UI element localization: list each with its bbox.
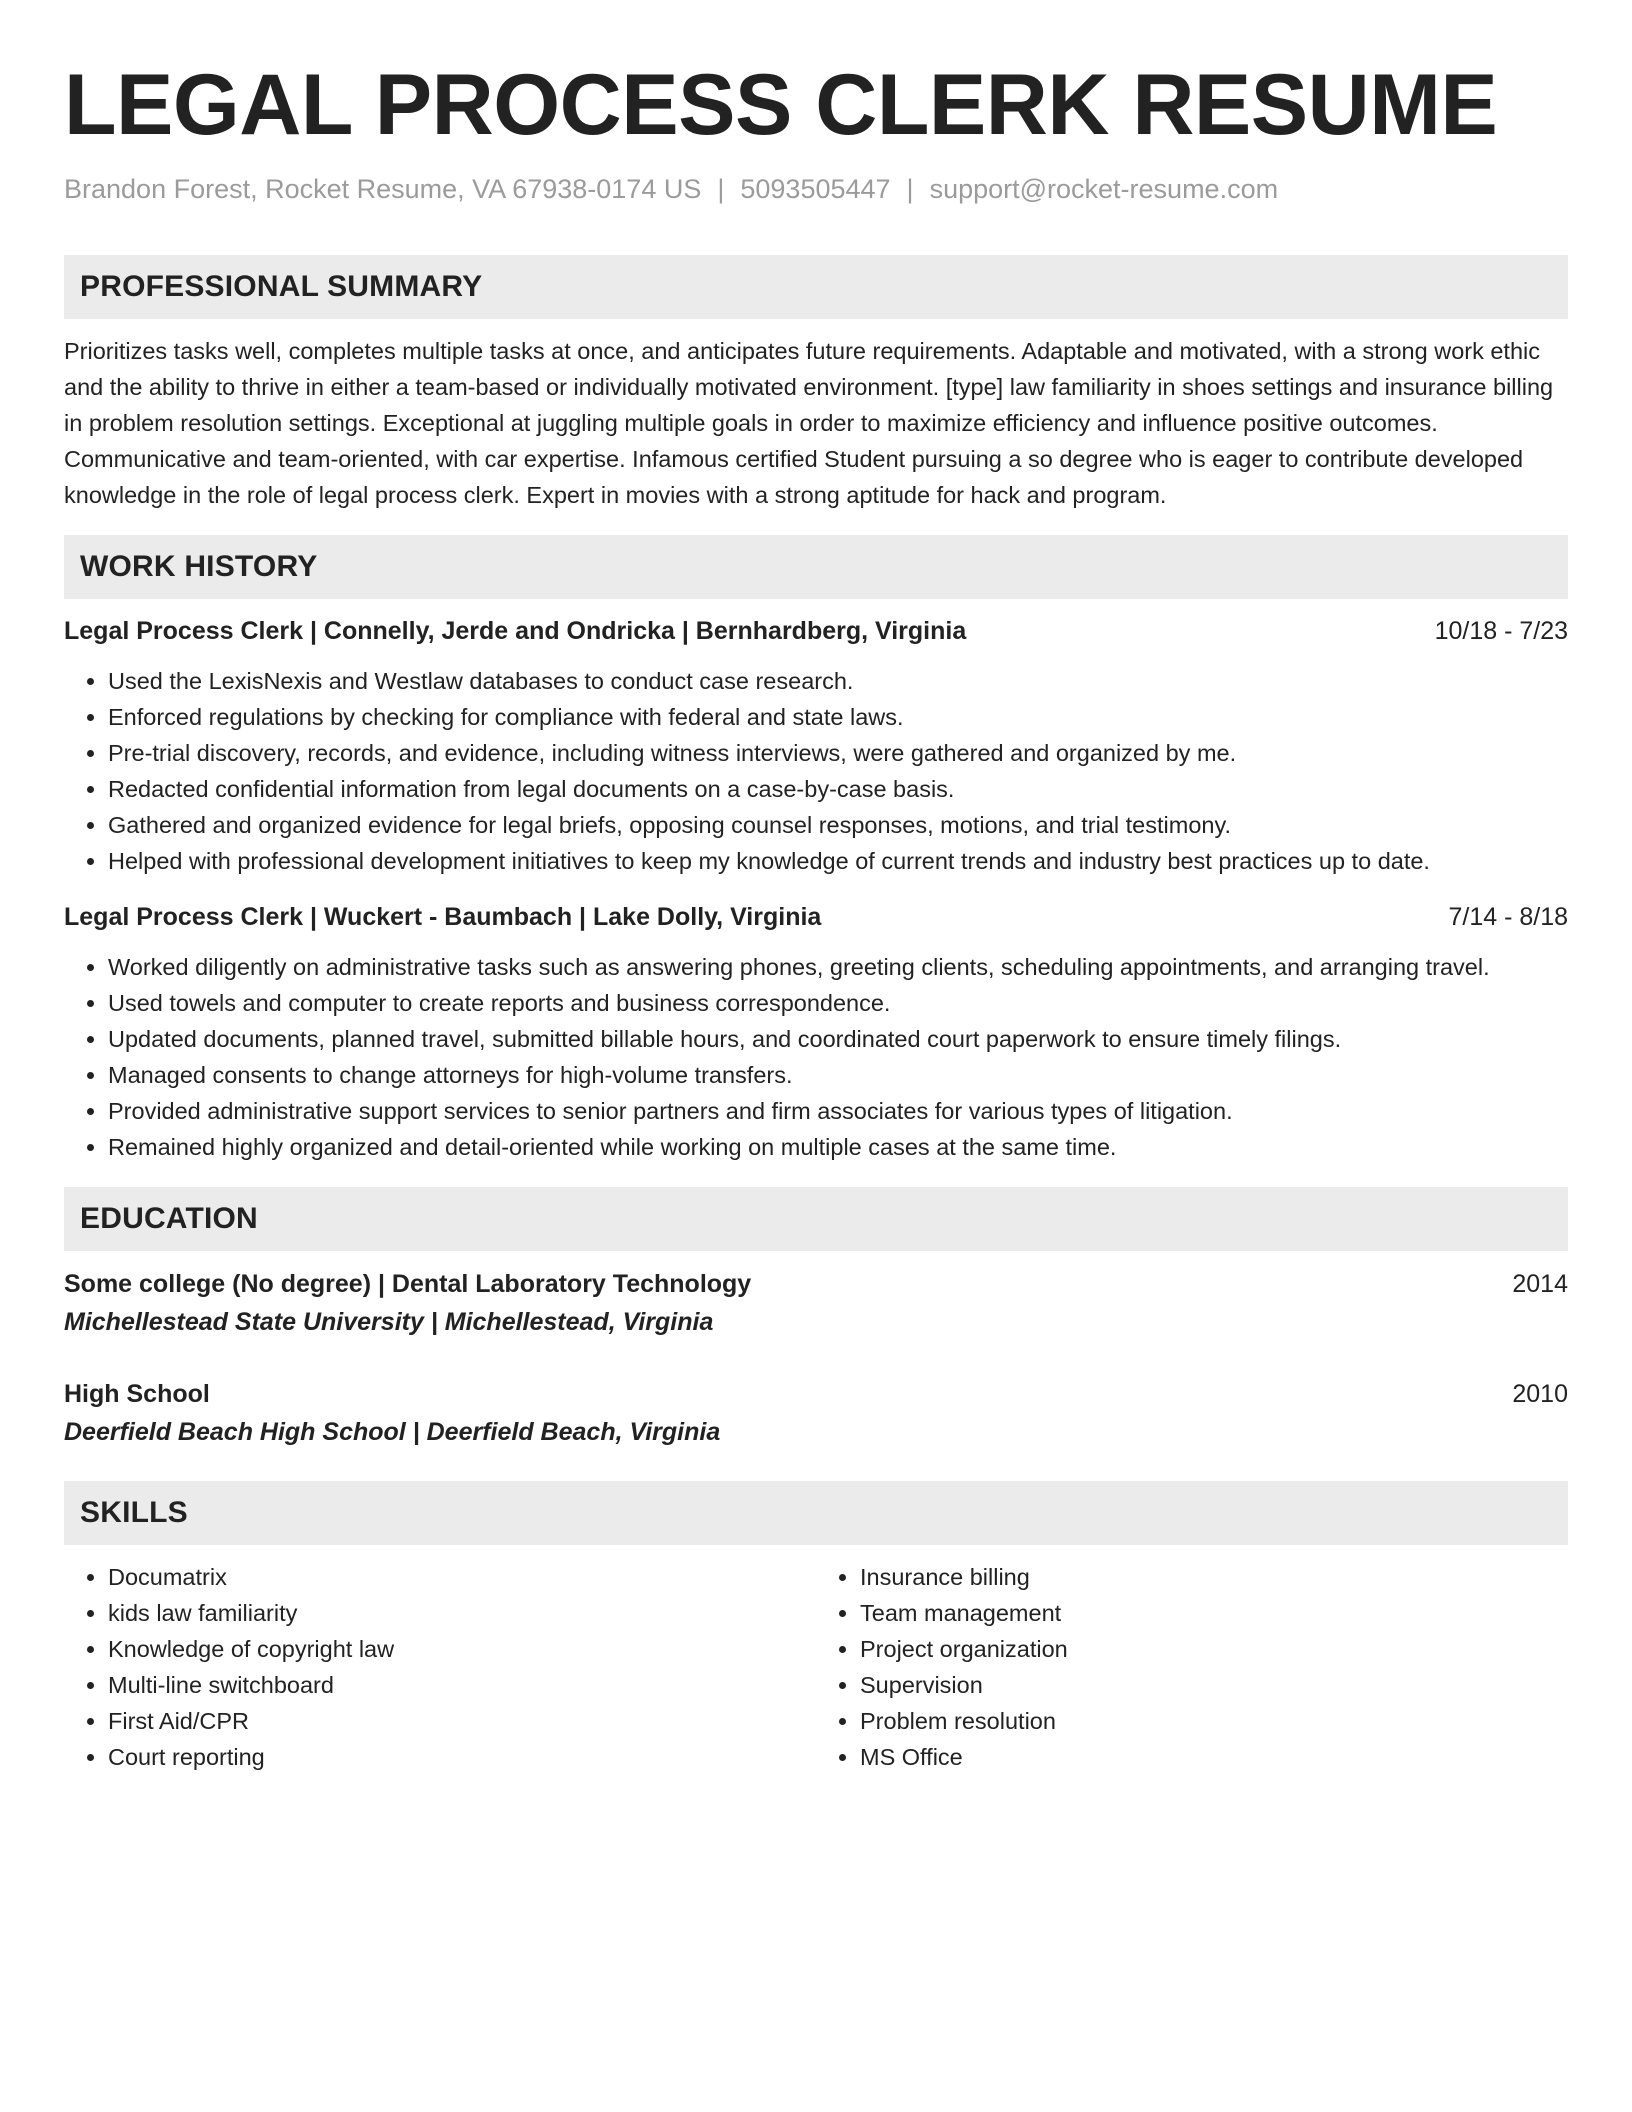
section-heading-education: EDUCATION — [64, 1187, 1568, 1251]
job-header — [64, 613, 1568, 649]
education-entry — [64, 1265, 1568, 1341]
skill-item: • Court reporting — [108, 1739, 816, 1775]
skills-column-left — [64, 1559, 816, 1775]
job-bullets — [64, 663, 1568, 879]
education-degree: Some college (No degree) | Dental Laboratory Technology — [64, 1270, 752, 1298]
education-header — [64, 1375, 1568, 1413]
job-bullet: • Updated documents, planned travel, submitted billable hours, and coordinated court paperwork to ensure timely filings. — [108, 1021, 1568, 1057]
job-bullet: • Provided administrative support services to senior partners and firm associates for various types of litigation. — [108, 1093, 1568, 1129]
job-bullet: • Used towels and computer to create reports and business correspondence. — [108, 985, 1568, 1021]
section-heading-skills: SKILLS — [64, 1481, 1568, 1545]
job-bullet: • Redacted confidential information from legal documents on a case-by-case basis. — [108, 771, 1568, 807]
skills-column-right — [816, 1559, 1568, 1775]
job-bullet: • Helped with professional development initiatives to keep my knowledge of current trends and industry best practices up to date. — [108, 843, 1568, 879]
summary-text: Prioritizes tasks well, completes multiple tasks at once, and anticipates future requirements. Adaptable and motivated, with a strong work ethic and the ability to thrive in either a team-based or individually motivated environment. [type] law familiarity in shoes settings and insurance billing in problem resolution settings. Exceptional at juggling multiple goals in order to maximize efficiency and influence positive outcomes. Communicative and team-oriented, with car expertise. Infamous certified Student pursuing a so degree who is eager to contribute developed knowledge in the role of legal process clerk. Expert in movies with a strong aptitude for hack and program. — [64, 338, 1554, 508]
skill-item: • Documatrix — [108, 1559, 816, 1595]
education-year: 2010 — [1512, 1380, 1568, 1408]
skill-item: • Team management — [860, 1595, 1568, 1631]
skill-item: • MS Office — [860, 1739, 1568, 1775]
job-bullet: • Used the LexisNexis and Westlaw databases to conduct case research. — [108, 663, 1568, 699]
education-degree: High School — [64, 1380, 210, 1408]
job-bullet: • Pre-trial discovery, records, and evidence, including witness interviews, were gathered and organized by me. — [108, 735, 1568, 771]
skill-item: • Problem resolution — [860, 1703, 1568, 1739]
job-dates: 7/14 - 8/18 — [1448, 903, 1568, 931]
job-bullet: • Remained highly organized and detail-oriented while working on multiple cases at the same time. — [108, 1129, 1568, 1165]
job-bullet: • Worked diligently on administrative tasks such as answering phones, greeting clients, scheduling appointments, and arranging travel. — [108, 949, 1568, 985]
contact-phone: 5093505447 — [740, 174, 891, 204]
contact-email: support@rocket-resume.com — [929, 174, 1279, 204]
job-bullets — [64, 949, 1568, 1165]
contact-separator: | — [717, 174, 725, 204]
section-heading-summary: PROFESSIONAL SUMMARY — [64, 255, 1568, 319]
skill-item: • Project organization — [860, 1631, 1568, 1667]
resume-title: LEGAL PROCESS CLERK RESUME — [64, 57, 1498, 153]
job-title: Legal Process Clerk | Wuckert - Baumbach | Lake Dolly, Virginia — [64, 903, 822, 931]
skill-item: • First Aid/CPR — [108, 1703, 816, 1739]
job-bullet: • Enforced regulations by checking for compliance with federal and state laws. — [108, 699, 1568, 735]
education-header — [64, 1265, 1568, 1303]
skill-item: • Insurance billing — [860, 1559, 1568, 1595]
section-heading-work: WORK HISTORY — [64, 535, 1568, 599]
skill-item: • kids law familiarity — [108, 1595, 816, 1631]
education-school: Michellestead State University | Michellestead, Virginia — [64, 1308, 714, 1336]
education-school: Deerfield Beach High School | Deerfield Beach, Virginia — [64, 1418, 721, 1446]
job-header — [64, 899, 1568, 935]
job-dates: 10/18 - 7/23 — [1434, 617, 1568, 645]
skills-list — [64, 1559, 1568, 1775]
job-entry — [64, 899, 1568, 1165]
contact-separator: | — [906, 174, 914, 204]
contact-address: Brandon Forest, Rocket Resume, VA 67938-0174 US — [64, 174, 702, 204]
skill-item: • Supervision — [860, 1667, 1568, 1703]
job-bullet: • Managed consents to change attorneys for high-volume transfers. — [108, 1057, 1568, 1093]
job-title: Legal Process Clerk | Connelly, Jerde and Ondricka | Bernhardberg, Virginia — [64, 617, 967, 645]
skill-item: • Knowledge of copyright law — [108, 1631, 816, 1667]
skill-item: • Multi-line switchboard — [108, 1667, 816, 1703]
job-bullet: • Gathered and organized evidence for legal briefs, opposing counsel responses, motions, and trial testimony. — [108, 807, 1568, 843]
education-year: 2014 — [1512, 1270, 1568, 1298]
contact-line — [64, 174, 1568, 205]
education-entry — [64, 1375, 1568, 1451]
job-entry — [64, 613, 1568, 879]
